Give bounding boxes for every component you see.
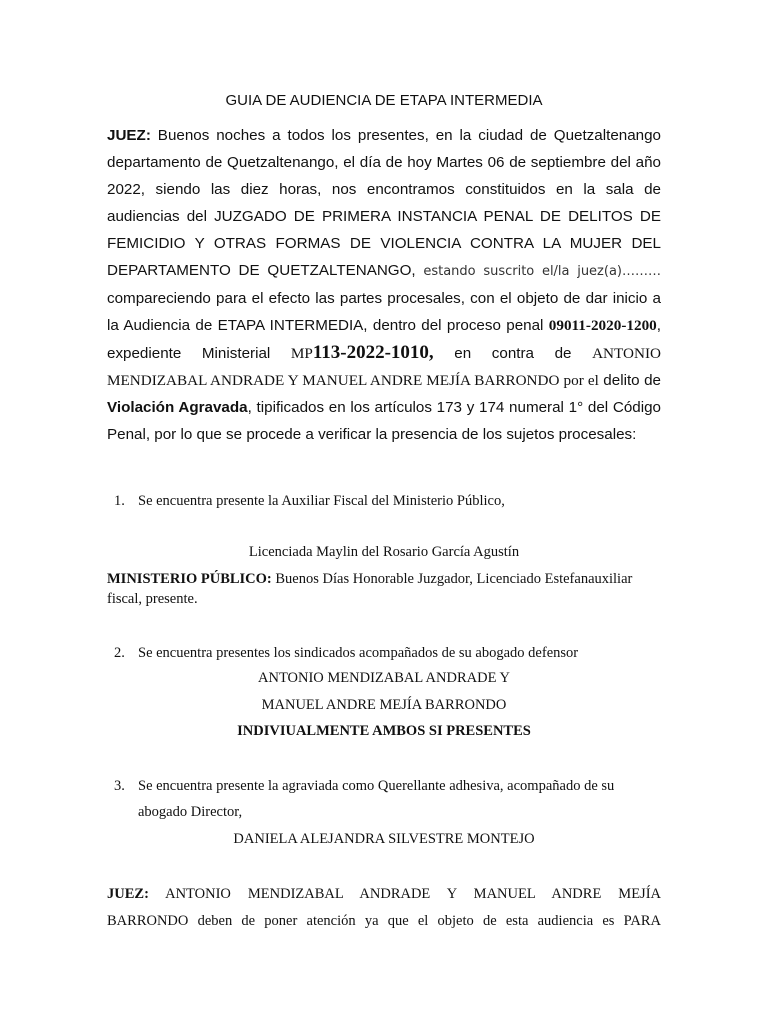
mp-response	[107, 569, 663, 609]
process-number: 09011-2020-1200	[548, 317, 657, 334]
mp-label: MINISTERIO PÚBLICO:	[107, 571, 272, 587]
list-item-1	[114, 488, 662, 514]
presence-note: INDIVIUALMENTE AMBOS SI PRESENTES	[237, 723, 531, 739]
list-item-3-text-a: Se encuentra presente la agraviada como Querellante adhesiva, acompañado de su	[138, 778, 615, 794]
intro-text-a: Buenos noches a todos los presentes, en la ciudad de Quetzaltenango departamento de Quetzaltenango, el día de hoy Martes 06 de septiembre del año 2022, siendo las diez horas, nos encontramos constituidos en la sala de audiencias del JUZGADO DE PRIMERA INSTANCIA PENAL DE DELITOS DE FEMICIDIO Y OTRAS FORMAS DE VIOLENCIA CONTRA LA MUJER DEL DEPARTAMENTO DE QUETZALTENANGO,	[107, 127, 661, 279]
intro-text-d: , expediente Ministerial	[107, 317, 661, 362]
intro-text-f: por el	[559, 372, 599, 389]
crime-name: Violación Agravada	[107, 399, 248, 416]
victim-name: DANIELA ALEJANDRA SILVESTRE MONTEJO	[233, 831, 535, 847]
mp-prefix: MP	[290, 345, 313, 362]
accused-names: ANTONIO MENDIZABAL ANDRADE Y MANUEL ANDRE MEJÍA BARRONDO	[107, 345, 661, 389]
closing-paragraph	[107, 881, 661, 935]
accused-name-2: MANUEL ANDRE MEJÍA BARRONDO	[261, 697, 507, 713]
intro-text-g: delito de	[598, 372, 661, 389]
list-item-2	[114, 640, 662, 666]
accused-name-1: ANTONIO MENDIZABAL ANDRADE Y	[258, 670, 510, 686]
list-item-3-cont	[114, 799, 662, 825]
judge-label: JUEZ:	[107, 127, 151, 144]
document-title: GUIA DE AUDIENCIA DE ETAPA INTERMEDIA	[225, 92, 543, 109]
intro-text-e: en contra de	[433, 345, 593, 362]
intro-text-c: compareciendo para el efecto las partes procesales, con el objeto de dar inicio a la Audiencia de ETAPA INTERMEDIA, dentro del proceso penal	[107, 290, 661, 334]
closing-line-2: BARRONDO deben de poner atención ya que el objeto de esta audiencia es PARA	[107, 913, 661, 929]
closing-line-1: ANTONIO MENDIZABAL ANDRADE Y MANUEL ANDRE MEJÍA	[148, 886, 661, 902]
list-item-3-text-b: abogado Director,	[138, 804, 243, 820]
mp-number: 113-2022-1010,	[312, 342, 434, 363]
list-item-1-text: Se encuentra presente la Auxiliar Fiscal del Ministerio Público,	[138, 493, 505, 509]
intro-text-b: estando suscrito el/la juez(a)………	[415, 264, 661, 279]
mp-response-text: Buenos Días Honorable Juzgador, Licenciado Estefanauxiliar fiscal, presente.	[107, 571, 633, 607]
list-item-3	[114, 773, 662, 799]
intro-paragraph	[107, 122, 661, 448]
list-item-2-text: Se encuentra presentes los sindicados acompañados de su abogado defensor	[138, 645, 579, 661]
prosecutor-name: Licenciada Maylin del Rosario García Agustín	[248, 544, 520, 560]
list-number-3: 3.	[114, 778, 125, 794]
list-number-2: 2.	[114, 645, 125, 661]
list-number-1: 1.	[114, 493, 125, 509]
closing-judge-label: JUEZ:	[107, 886, 149, 902]
intro-text-h: , tipificados en los artículos 173 y 174 numeral 1° del Código Penal, por lo que se procede a verificar la presencia de los sujetos procesales:	[107, 399, 661, 443]
